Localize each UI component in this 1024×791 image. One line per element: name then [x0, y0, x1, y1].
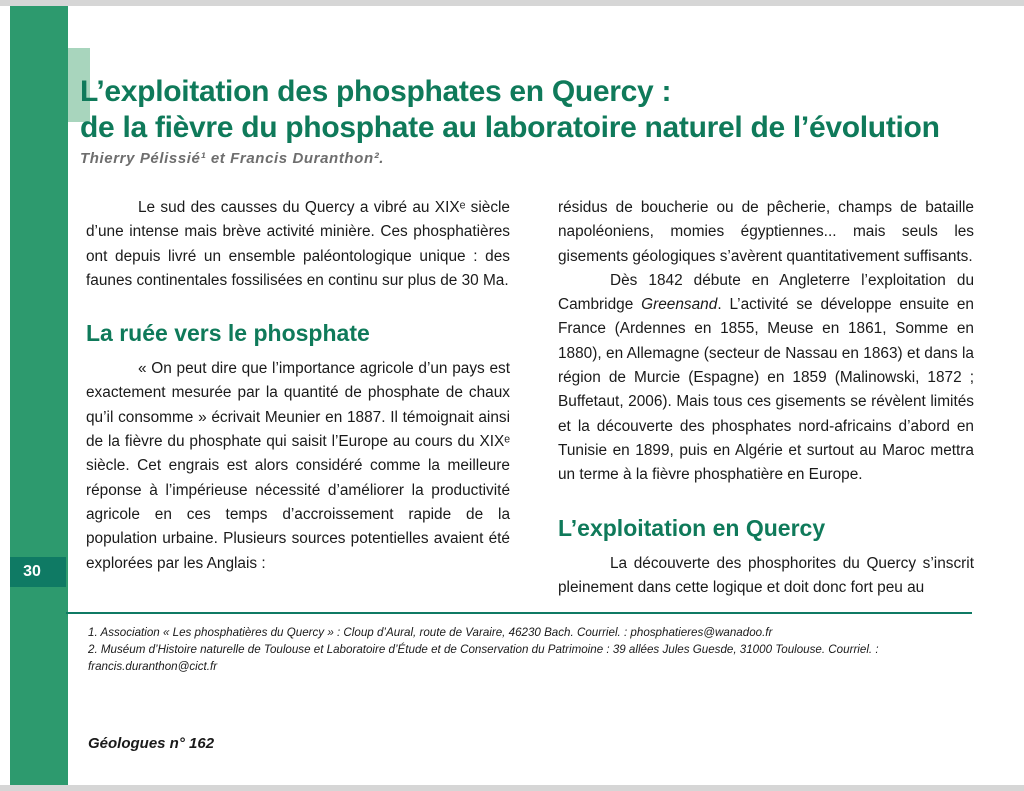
body-text: Dès 1842 débute en Angleterre l’exploitation du Cambridge: [558, 271, 974, 314]
footnote-divider: [66, 612, 972, 614]
body-paragraph: [558, 269, 974, 488]
journal-footer: Géologues n° 162: [88, 735, 215, 752]
authors: Thierry Pélissié¹ et Francis Duranthon².: [80, 150, 385, 167]
footnote-1: 1. Association « Les phosphatières du Quercy » : Cloup d’Aural, route de Varaire, 46230 Bach. Courriel. : phosphatieres@wanadoo.fr: [88, 626, 773, 639]
bottom-border: [0, 785, 1024, 791]
body-paragraph-continued: résidus de boucherie ou de pêcherie, champs de bataille napoléoniens, momies égyptiennes... mais seuls les gisements géologiques s’avèrent quantitativement suffisants.: [558, 199, 974, 265]
page-number-tab: [10, 557, 66, 587]
body-text: . L’activité se développe ensuite en France (Ardennes en 1855, Meuse en 1861, Somme en 1880), en Allemagne (secteur de Nassau en 1863) et dans la région de Murcie (Espagne) en 1859 (Malinowski, 1872 ; Buffetaut, 2006). Mais tous ces gisements se révèlent limités et la découverte des phosphates nord-africains d’abord en Tunisie en 1899, puis en Algérie et surtout au Maroc mettra un terme à la fièvre phosphatière en Europe.: [558, 296, 974, 484]
article-title: [80, 74, 1000, 146]
body-text-italic: Greensand: [641, 296, 718, 314]
section-heading-quercy: L’exploitation en Quercy: [558, 514, 826, 541]
top-border: [0, 0, 1024, 6]
section-heading-rush: La ruée vers le phosphate: [86, 320, 370, 347]
column-right: [558, 196, 974, 600]
body-paragraph: La découverte des phosphorites du Quercy s’inscrit pleinement dans cette logique et doit donc fort peu au: [558, 554, 974, 596]
title-line-1: L’exploitation des phosphates en Quercy :: [80, 75, 672, 108]
page-number: 30: [23, 563, 41, 580]
column-left: [86, 196, 510, 576]
left-color-band: [10, 6, 68, 785]
title-line-2: de la fièvre du phosphate au laboratoire naturel de l’évolution: [80, 111, 940, 144]
footnote-2: 2. Muséum d’Histoire naturelle de Toulouse et Laboratoire d’Étude et de Conservation du Patrimoine : 39 allées Jules Guesde, 31000 Toulouse. Courriel. : francis.duranthon@cict.fr: [88, 643, 879, 673]
body-paragraph: « On peut dire que l’importance agricole d’un pays est exactement mesurée par la quantité de phosphate de chaux qu’il consomme » écrivait Meunier en 1887. Il témoignait ainsi de la fièvre du phosphate qui saisit l’Europe au cours du XIXᵉ siècle. Cet engrais est alors considéré comme la meilleure réponse à l’impérieuse nécessité d’améliorer la productivité agricole en ces temps d’accroissement rapide de la population urbaine. Plusieurs sources potentielles avaient été explorées par les Anglais :: [86, 360, 510, 572]
footnotes: [88, 624, 978, 675]
intro-paragraph: Le sud des causses du Quercy a vibré au XIXᵉ siècle d’une intense mais brève activité minière. Ces phosphatières ont depuis livré un ensemble paléontologique unique : des faunes continentales fossilisées en continu sur plus de 30 Ma.: [86, 199, 510, 289]
